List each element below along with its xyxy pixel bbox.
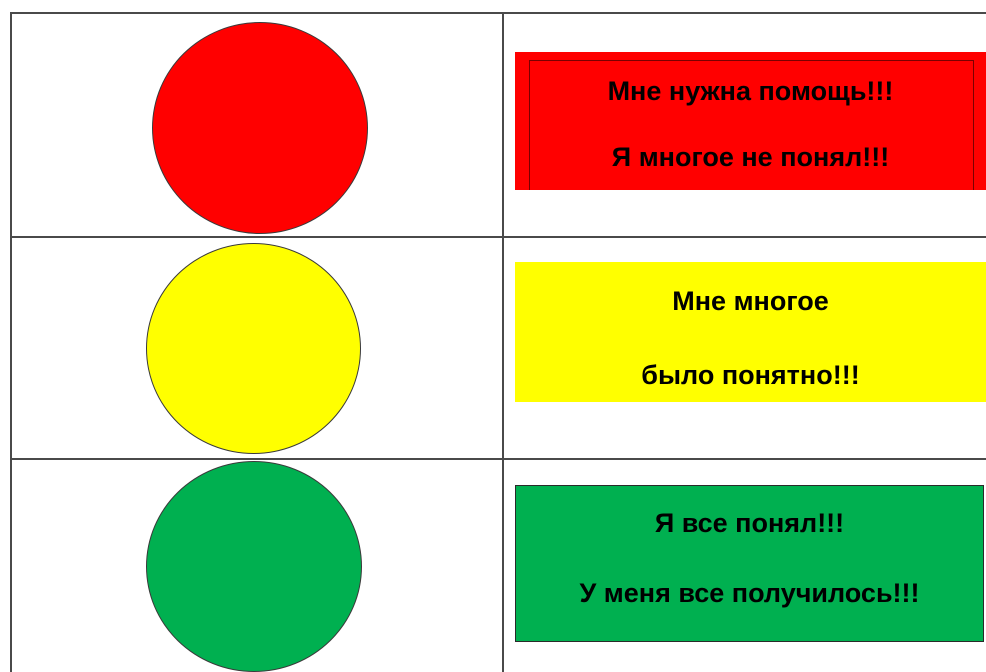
yellow-message-line-2: было понятно!!! [641, 360, 860, 390]
green-message-line-2: У меня все получилось!!! [579, 578, 920, 608]
table-border-left [10, 12, 12, 672]
red-message-line-2: Я многое не понял!!! [611, 142, 890, 172]
yellow-message-box [515, 262, 986, 402]
yellow-circle [146, 243, 361, 454]
green-message-line-1: Я все понял!!! [654, 508, 845, 538]
red-message-line-1: Мне нужна помощь!!! [607, 76, 894, 106]
yellow-message-line-1: Мне многое [672, 286, 829, 316]
table-border-top [10, 12, 986, 14]
table-column-divider [502, 12, 504, 672]
green-circle [146, 461, 362, 672]
red-message-box [515, 52, 986, 190]
red-circle [152, 22, 368, 234]
green-message-box [515, 485, 984, 642]
table-row-divider [10, 236, 986, 238]
table-row-divider [10, 458, 986, 460]
